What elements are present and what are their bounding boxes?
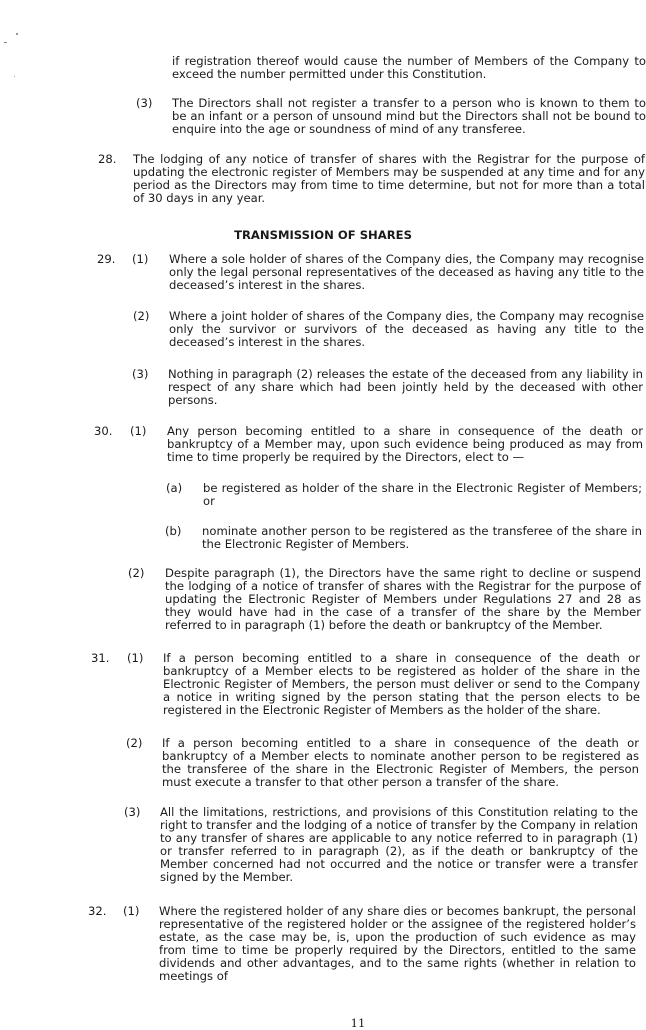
clause-29-2-label: (2) <box>133 309 150 323</box>
scan-speck <box>14 76 15 77</box>
clause-30-1-text: Any person becoming entitled to a share in consequence of the death or bankruptcy of a Member may, upon such evidence being produced as may from time to time properly be required by the Directors, elect to — <box>167 424 643 464</box>
clause-29-1-text: Where a sole holder of shares of the Company dies, the Company may recognise only the legal personal representatives of the deceased as having any title to the deceased’s interest in the shares. <box>169 252 644 292</box>
clause-31-3-label: (3) <box>124 805 141 819</box>
clause-32-1-label: (1) <box>123 904 140 918</box>
continuation-text: if registration thereof would cause the number of Members of the Company to exceed the number permitted under this Constitution. <box>172 54 646 81</box>
scan-speck <box>16 33 18 35</box>
clause-31-3-text: All the limitations, restrictions, and provisions of this Constitution relating to the right to transfer and the lodging of a notice of transfer by the Company in relation to any transfer of shares are applicable to any notice referred to in paragraph (1) or transfer referred to in paragraph (2), as if the death or bankruptcy of the Member concerned had not occurred and the notice or transfer were a transfer signed by the Member. <box>160 805 638 884</box>
page-number: 11 <box>350 1016 366 1030</box>
clause-30-number: 30. <box>94 424 113 438</box>
clause-31-number: 31. <box>91 651 110 665</box>
clause-27-3-label: (3) <box>136 96 153 110</box>
clause-31-1-label: (1) <box>127 651 144 665</box>
clause-32-number: 32. <box>88 904 107 918</box>
clause-31-1-text: If a person becoming entitled to a share in consequence of the death or bankruptcy of a Member elects to be registered as holder of the share in the Electronic Register of Members, the person must deliver or send to the Company a notice in writing signed by the person stating that the person elects to be registered in the Electronic Register of Members as the holder of the share. <box>163 651 640 717</box>
clause-29-number: 29. <box>97 252 116 266</box>
clause-28-number: 28. <box>98 152 117 166</box>
clause-30-2-text: Despite paragraph (1), the Directors have the same right to decline or suspend the lodging of a notice of transfer of shares with the Registrar for the purpose of updating the Electronic Register of Members under Regulations 27 and 28 as they would have had in the case of a transfer of the share by the Member referred to in paragraph (1) before the death or bankruptcy of the Member. <box>165 566 641 632</box>
scan-speck <box>4 42 7 43</box>
clause-30-b-text: nominate another person to be registered as the transferee of the share in the Electronic Register of Members. <box>202 524 642 551</box>
clause-29-1-label: (1) <box>132 252 149 266</box>
clause-31-2-text: If a person becoming entitled to a share in consequence of the death or bankruptcy of a Member elects to nominate another person to be registered as the transferee of the share in the Electronic Register of Members, the person must execute a transfer to that other person a transfer of the share. <box>162 736 639 789</box>
clause-32-1-text: Where the registered holder of any share dies or becomes bankrupt, the personal representative of the registered holder or the assignee of the registered holder’s estate, as the case may be, is, upon the production of such evidence as may from time to time be properly required by the Directors, entitled to the same dividends and other advantages, and to the same rights (whether in relation to meetings of <box>159 904 636 983</box>
clause-28-text: The lodging of any notice of transfer of shares with the Registrar for the purpose of updating the electronic register of Members may be suspended at any time and for any period as the Directors may from time to time determine, but not for more than a total of 30 days in any year. <box>133 152 645 205</box>
clause-30-2-label: (2) <box>128 566 145 580</box>
clause-30-1-label: (1) <box>130 424 147 438</box>
clause-29-2-text: Where a joint holder of shares of the Company dies, the Company may recognise only the survivor or survivors of the deceased as having any title to the deceased’s interest in the shares. <box>169 309 644 349</box>
section-heading: TRANSMISSION OF SHARES <box>234 228 412 242</box>
clause-30-a-label: (a) <box>166 481 183 495</box>
clause-30-b-label: (b) <box>165 524 182 538</box>
clause-27-3-text: The Directors shall not register a transfer to a person who is known to them to be an infant or a person of unsound mind but the Directors shall not be bound to enquire into the age or soundness of mind of any transferee. <box>172 96 646 136</box>
clause-29-3-text: Nothing in paragraph (2) releases the estate of the deceased from any liability in respect of any share which had been jointly held by the deceased with other persons. <box>168 367 643 407</box>
clause-31-2-label: (2) <box>126 736 143 750</box>
clause-29-3-label: (3) <box>132 367 149 381</box>
clause-30-a-text: be registered as holder of the share in the Electronic Register of Members; or <box>203 481 642 508</box>
